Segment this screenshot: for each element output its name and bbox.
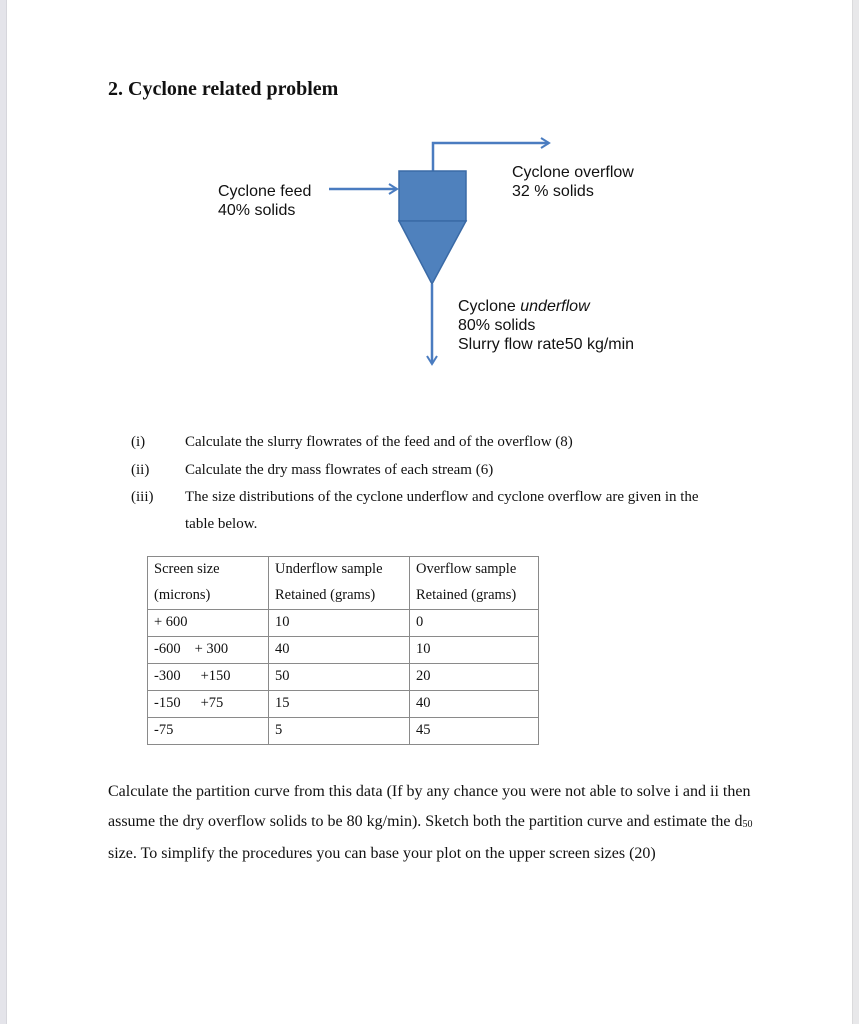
table-cell-underflow: 50 — [269, 664, 410, 691]
table-row — [148, 637, 539, 664]
table-cell-underflow: 15 — [269, 691, 410, 718]
table-row — [148, 691, 539, 718]
size-distribution-table — [147, 556, 539, 745]
feed-label: Cyclone feed 40% solids — [218, 183, 312, 219]
cyclone-diagram — [0, 0, 859, 400]
table-cell-size: -600 + 300 — [148, 637, 269, 664]
cyclone-cone-icon — [399, 221, 466, 284]
table-cell-underflow: 5 — [269, 718, 410, 745]
table-row — [148, 610, 539, 637]
cyclone-schematic-icon — [0, 0, 859, 400]
table-header-cell: Underflow sample — [269, 557, 410, 584]
table-cell-overflow: 45 — [410, 718, 539, 745]
table-cell-overflow: 10 — [410, 637, 539, 664]
table-header-cell: Overflow sample — [410, 557, 539, 584]
table-row — [148, 664, 539, 691]
table-cell-size: -150 +75 — [148, 691, 269, 718]
table-cell-overflow: 0 — [410, 610, 539, 637]
table-header-row — [148, 583, 539, 610]
overflow-label: Cyclone overflow 32 % solids — [512, 164, 634, 200]
problem-title: 2. Cyclone related problem — [108, 78, 339, 100]
table-header-cell: Retained (grams) — [410, 583, 539, 610]
table-cell-size: + 600 — [148, 610, 269, 637]
table-cell-overflow: 20 — [410, 664, 539, 691]
table-header-cell: Retained (grams) — [269, 583, 410, 610]
table-header-cell: (microns) — [148, 583, 269, 610]
table-cell-size: -75 — [148, 718, 269, 745]
table-cell-underflow: 10 — [269, 610, 410, 637]
table-cell-underflow: 40 — [269, 637, 410, 664]
underflow-label: Cyclone underflow 80% solids Slurry flow rate50 kg/min — [458, 298, 635, 353]
cyclone-cylinder-icon — [399, 171, 466, 221]
table-cell-size: -300 +150 — [148, 664, 269, 691]
partition-curve-instructions: Calculate the partition curve from this data (If by any chance you were not able to solve i and ii then assume the dry overflow solids to be 80 kg/min). Sketch both the partition curve and estimate the $d_{50}$ size. To simplify the procedures you can base your plot on the upper screen sizes (20) — [108, 783, 753, 862]
table-cell-overflow: 40 — [410, 691, 539, 718]
table-header-cell: Screen size — [148, 557, 269, 584]
table-row — [148, 718, 539, 745]
table-header-row — [148, 557, 539, 584]
